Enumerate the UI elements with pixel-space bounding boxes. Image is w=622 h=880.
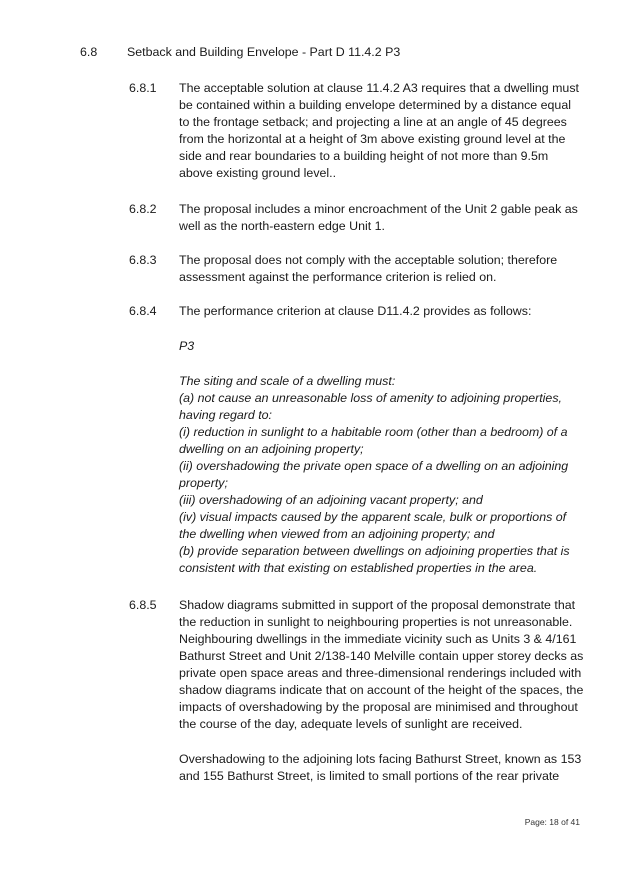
paragraph-number: 6.8.1: [129, 81, 157, 95]
paragraph-number: 6.8.5: [129, 598, 157, 612]
text-line: The performance criterion at clause D11.4.2 provides as follows:: [179, 304, 532, 318]
text-line: well as the north-eastern edge Unit 1.: [179, 219, 385, 233]
paragraph-number: 6.8.3: [129, 253, 157, 267]
paragraph-text: [179, 597, 584, 733]
criterion-text: [179, 373, 579, 577]
paragraph-text: [179, 252, 577, 286]
paragraph-text: [179, 80, 577, 182]
text-line: The proposal does not comply with the acceptable solution; therefore: [179, 253, 558, 267]
text-line: private open space areas and three-dimensional renderings included with: [179, 666, 582, 680]
criterion-label-text: P3: [179, 339, 195, 353]
page-number: Page: 18 of 41: [524, 817, 580, 827]
section-number: 6.8: [80, 45, 98, 59]
text-line: be contained within a building envelope determined by a distance equal: [179, 98, 571, 112]
criterion-line: property;: [179, 476, 228, 490]
text-line: Bathurst Street and Unit 2/138-140 Melville contain upper storey decks as: [179, 649, 584, 663]
criterion-line: (iv) visual impacts caused by the apparent scale, bulk or proportions of: [179, 510, 567, 524]
text-line: The proposal includes a minor encroachment of the Unit 2 gable peak as: [179, 202, 578, 216]
section-title: Setback and Building Envelope - Part D 11.4.2 P3: [127, 45, 401, 59]
criterion-label: [179, 338, 579, 355]
text-line: the reduction in sunlight to neighbouring properties is not unreasonable.: [179, 615, 573, 629]
criterion-line: (i) reduction in sunlight to a habitable room (other than a bedroom) of a: [179, 425, 568, 439]
text-line: assessment against the performance criterion is relied on.: [179, 270, 497, 284]
criterion-line: (b) provide separation between dwellings on adjoining properties that is: [179, 544, 570, 558]
criterion-line: (a) not cause an unreasonable loss of amenity to adjoining properties,: [179, 391, 562, 405]
text-line: the course of the day, adequate levels of sunlight are received.: [179, 717, 523, 731]
paragraph-number: 6.8.2: [129, 202, 157, 216]
text-line: from the horizontal at a height of 3m above existing ground level at the: [179, 132, 566, 146]
text-line: impacts of overshadowing by the proposal are minimised and throughout: [179, 700, 578, 714]
paragraph-text: [179, 751, 582, 785]
criterion-line: the dwelling when viewed from an adjoining property; and: [179, 527, 495, 541]
text-line: Shadow diagrams submitted in support of the proposal demonstrate that: [179, 598, 576, 612]
text-line: above existing ground level..: [179, 166, 337, 180]
criterion-line: (iii) overshadowing of an adjoining vacant property; and: [179, 493, 483, 507]
criterion-line: dwelling on an adjoining property;: [179, 442, 364, 456]
text-line: to the frontage setback; and projecting a line at an angle of 45 degrees: [179, 115, 567, 129]
paragraph-number: 6.8.4: [129, 304, 157, 318]
text-line: side and rear boundaries to a building height of not more than 9.5m: [179, 149, 549, 163]
text-line: shadow diagrams indicate that on account of the height of the spaces, the: [179, 683, 584, 697]
criterion-line: The siting and scale of a dwelling must:: [179, 374, 396, 388]
criterion-line: consistent with that existing on established properties in the area.: [179, 561, 538, 575]
text-line: and 155 Bathurst Street, is limited to small portions of the rear private: [179, 769, 560, 783]
criterion-line: having regard to:: [179, 408, 272, 422]
text-line: The acceptable solution at clause 11.4.2 A3 requires that a dwelling must: [179, 81, 579, 95]
criterion-line: (ii) overshadowing the private open space of a dwelling on an adjoining: [179, 459, 569, 473]
text-line: Neighbouring dwellings in the immediate vicinity such as Units 3 & 4/161: [179, 632, 577, 646]
paragraph-text: [179, 303, 577, 320]
paragraph-text: [179, 201, 577, 235]
text-line: Overshadowing to the adjoining lots facing Bathurst Street, known as 153: [179, 752, 582, 766]
